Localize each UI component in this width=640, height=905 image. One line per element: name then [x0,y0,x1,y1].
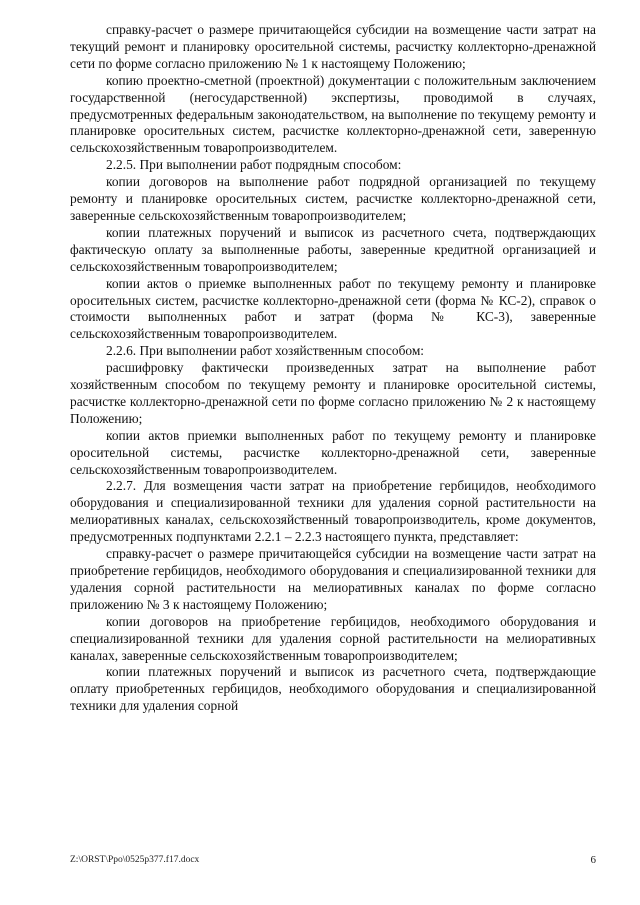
footer-file-path: Z:\ORST\Ppo\0525p377.f17.docx [70,855,200,865]
document-body [70,22,596,715]
paragraph-3-heading: 2.2.5. При выполнении работ подрядным способом: [106,157,402,173]
paragraph-5: копии платежных поручений и выписок из расчетного счета, подтверждающих фактическую оплату за выполненные работы, заверенные кредитной организацией и сельскохозяйственным товаропроизводителем; [70,224,596,274]
paragraph-1: справку-расчет о размере причитающейся субсидии на возмещение части затрат на текущий ремонт и планировку оросительной системы, расчистку коллекторно-дренажной сети по форме согласно приложению № 1 к настоящему Положению; [70,22,596,71]
page-number: 6 [590,854,596,866]
paragraph-8: расшифровку фактически произведенных затрат на выполнение работ хозяйственным способом по текущему ремонту и планировке оросительной системы, расчистке коллекторно-дренажной сети по форме согласно приложению № 2 к настоящему Положению; [70,360,596,426]
paragraph-6: копии актов о приемке выполненных работ по текущему ремонту и планировке оросительных систем, расчистке коллекторно-дренажной сети (форма № КС-2), справок о стоимости выполненных работ и затрат (форма № КС-3), заверенные сельскохозяйственным товаропроизводителем. [70,275,596,342]
paragraph-10: 2.2.7. Для возмещения части затрат на приобретение гербицидов, необходимого оборудования и специализированной техники для удаления сорной растительности на мелиоративных каналах, сельскохозяйственный товаропроизводитель, кроме документов, предусмотренных подпунктами 2.2.1 – 2.2.3 настоящего пункта, представляет: [70,478,596,545]
paragraph-4: копии договоров на выполнение работ подрядной организацией по текущему ремонту и планировке оросительных систем, расчистке коллекторно-дренажной сети, заверенные сельскохозяйственным товаропроизводителем; [70,174,596,223]
paragraph-13: копии платежных поручений и выписок из расчетного счета, подтверждающие оплату приобретенных гербицидов, необходимого оборудования и специализированной техники для удаления сорной [70,664,596,714]
paragraph-9: копии актов приемки выполненных работ по текущему ремонту и планировке оросительной системы, расчистке коллекторно-дренажной сети, заверенные сельскохозяйственным товаропроизводителем. [70,427,596,477]
paragraph-2: копию проектно-сметной (проектной) документации с положительным заключением государственной (негосударственной) экспертизы, проводимой в случаях, предусмотренных федеральным законодательством, на выполнение по текущему ремонту и планировке оросительных систем, расчистке коллекторно-дренажной сети, заверенную сельскохозяйственным товаропроизводителем. [70,72,596,156]
paragraph-12: копии договоров на приобретение гербицидов, необходимого оборудования и специализированной техники для удаления сорной растительности на мелиоративных каналах, заверенные сельскохозяйственным товаропроизводителем; [70,613,596,663]
paragraph-11: справку-расчет о размере причитающейся субсидии на возмещение части затрат на приобретение гербицидов, необходимого оборудования и специализированной техники для удаления сорной растительности на мелиоративных каналах по форме согласно приложению № 3 к настоящему Положению; [70,546,596,612]
paragraph-7-heading: 2.2.6. При выполнении работ хозяйственным способом: [106,343,425,359]
